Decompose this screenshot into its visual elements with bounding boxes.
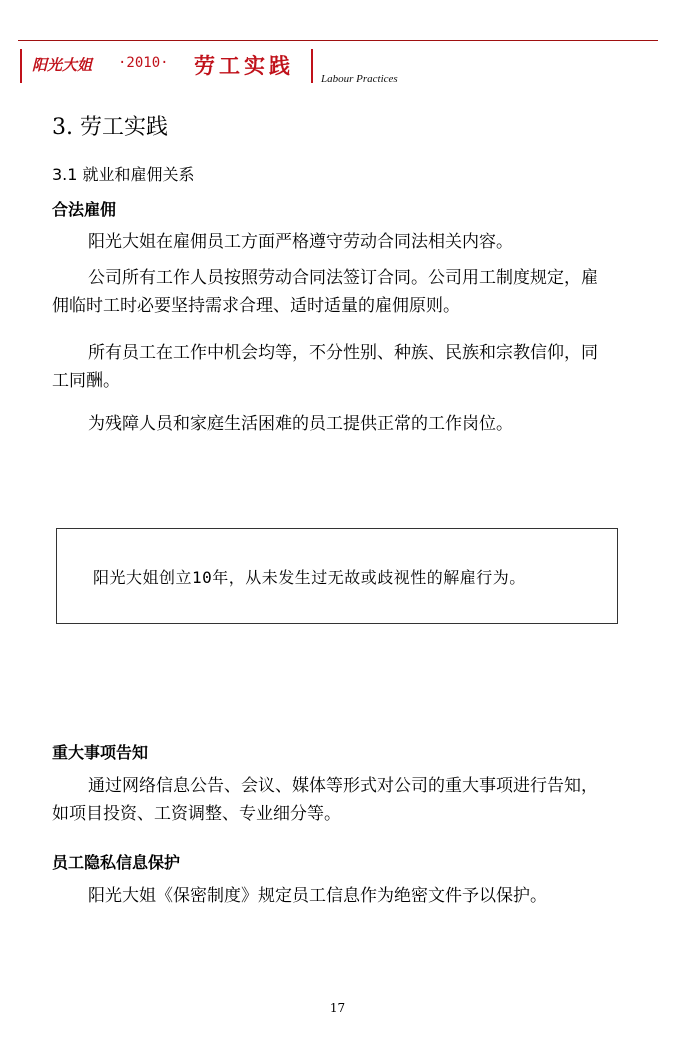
subsection-title: 3.1 就业和雇佣关系: [52, 165, 195, 184]
privacy-heading: 员工隐私信息保护: [52, 853, 181, 872]
section-title: 3. 劳工实践: [52, 115, 168, 140]
legal-hiring-paragraph-2: 公司所有工作人员按照劳动合同法签订合同。公司用工制度规定，雇佣临时工时必要坚持需求合理、适时适量的雇佣原则。: [52, 268, 598, 316]
header-year: ·2010·: [118, 55, 169, 71]
header-subtitle-en: Labour Practices: [321, 73, 398, 85]
legal-hiring-paragraph-3: 所有员工在工作中机会均等，不分性别、种族、民族和宗教信仰，同工同酬。: [52, 343, 598, 391]
callout-text: 阳光大姐创立10年，从未发生过无故或歧视性的解雇行为。: [93, 568, 526, 587]
page-number: 17: [329, 1001, 346, 1015]
header-title: 劳工实践: [194, 54, 294, 78]
major-matters-paragraph: 通过网络信息公告、会议、媒体等形式对公司的重大事项进行告知，如项目投资、工资调整、专业细分等。: [52, 776, 598, 824]
header-bar-right: [311, 49, 313, 83]
header-rule: [18, 40, 658, 41]
privacy-paragraph: 阳光大姐《保密制度》规定员工信息作为绝密文件予以保护。: [88, 886, 547, 906]
callout-box: [56, 528, 618, 624]
legal-hiring-paragraph-1: 阳光大姐在雇佣员工方面严格遵守劳动合同法相关内容。: [88, 232, 513, 252]
header-bar-left: [20, 49, 22, 83]
legal-hiring-paragraph-4: 为残障人员和家庭生活困难的员工提供正常的工作岗位。: [88, 414, 513, 434]
header-brand: 阳光大姐: [32, 58, 93, 74]
major-matters-heading: 重大事项告知: [52, 743, 149, 762]
legal-hiring-heading: 合法雇佣: [52, 200, 117, 219]
